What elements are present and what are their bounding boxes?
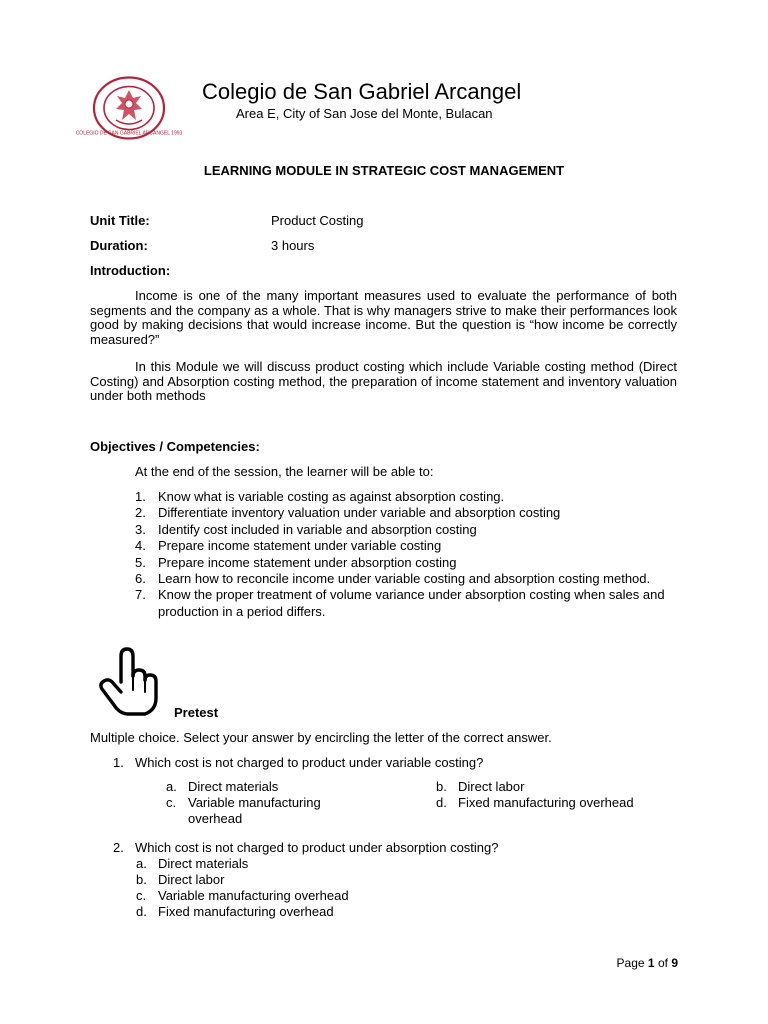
choice-text: Direct materials	[188, 779, 279, 794]
pretest-label: Pretest	[174, 705, 219, 720]
q1-choice-c	[166, 795, 366, 827]
choice-letter: d.	[436, 795, 447, 810]
list-item	[135, 522, 680, 538]
unit-title-label: Unit Title:	[90, 213, 150, 228]
list-number: 2.	[135, 505, 146, 521]
q2-choice-a	[136, 856, 436, 872]
list-item	[135, 571, 680, 587]
choice-letter: a.	[136, 856, 147, 871]
choice-letter: b.	[136, 872, 147, 887]
pretest-instruction: Multiple choice. Select your answer by encircling the letter of the correct answer.	[90, 730, 552, 745]
duration-value: 3 hours	[271, 238, 315, 253]
list-text: Prepare income statement under variable costing	[158, 538, 442, 554]
choice-letter: a.	[166, 779, 177, 794]
list-number: 4.	[135, 538, 146, 554]
choice-letter: c.	[136, 888, 147, 903]
list-item	[135, 538, 680, 554]
list-text: Learn how to reconcile income under variable costing and absorption costing method.	[158, 571, 651, 587]
choice-text: Fixed manufacturing overhead	[158, 904, 334, 919]
list-number: 7.	[135, 587, 146, 603]
school-address: Area E, City of San Jose del Monte, Bulacan	[236, 106, 493, 121]
question-2-text: Which cost is not charged to product under absorption costing?	[135, 840, 499, 855]
question-1-number: 1.	[113, 755, 124, 770]
list-item	[135, 505, 680, 521]
page-word: Page	[616, 956, 645, 970]
objectives-list	[135, 489, 680, 620]
question-1-text: Which cost is not charged to product under variable costing?	[135, 755, 484, 770]
list-item	[135, 555, 680, 571]
choice-text: Direct labor	[158, 872, 225, 887]
module-title: LEARNING MODULE IN STRATEGIC COST MANAGEMENT	[203, 163, 565, 178]
list-text: Know what is variable costing as against absorption costing.	[158, 489, 505, 504]
pointing-hand-icon	[97, 646, 161, 718]
choice-text: Fixed manufacturing overhead	[458, 795, 634, 810]
choice-letter: d.	[136, 904, 147, 919]
school-name: Colegio de San Gabriel Arcangel	[202, 79, 522, 104]
choice-text: Variable manufacturing overhead	[158, 888, 349, 903]
list-number: 1.	[135, 489, 146, 504]
introduction-label: Introduction:	[90, 263, 171, 278]
list-number: 3.	[135, 521, 146, 537]
logo-seal-text: COLEGIO DE SAN GABRIEL ARCANGEL 1993	[75, 130, 183, 137]
page-current: 1	[647, 956, 655, 970]
objectives-lead: At the end of the session, the learner will be able to:	[135, 464, 434, 479]
objectives-label: Objectives / Competencies:	[90, 439, 260, 454]
question-2-number: 2.	[113, 840, 124, 855]
school-seal-icon	[75, 76, 183, 140]
q1-choice-d	[436, 795, 676, 811]
choice-text: Direct labor	[458, 779, 525, 794]
list-text: Differentiate inventory valuation under variable and absorption costing	[158, 505, 561, 521]
choice-text: Variable manufacturing overhead	[188, 795, 321, 826]
list-item	[135, 587, 680, 620]
choice-text: Direct materials	[158, 856, 249, 871]
list-text: Know the proper treatment of volume variance under absorption costing when sales and production in a period differs.	[158, 587, 665, 619]
list-number: 5.	[135, 554, 146, 570]
of-word: of	[657, 956, 668, 970]
list-text: Prepare income statement under absorption costing	[158, 554, 457, 570]
unit-title-value: Product Costing	[271, 213, 364, 228]
q2-choice-b	[136, 872, 436, 888]
list-text: Identify cost included in variable and absorption costing	[158, 521, 477, 537]
page-total: 9	[671, 956, 678, 970]
introduction-paragraph-1: Income is one of the many important measures used to evaluate the performance of both segments and the company as a whole. That is why managers strive to make their performances look good by making decisions that would increase income. But the question is “how income be correctly measured?”	[90, 288, 677, 347]
list-number: 6.	[135, 571, 146, 587]
q2-choice-c	[136, 888, 436, 904]
list-item	[135, 489, 680, 505]
q1-choice-b	[436, 779, 676, 795]
q2-choice-d	[136, 904, 436, 920]
choice-letter: b.	[436, 779, 447, 794]
introduction-paragraph-2: In this Module we will discuss product costing which include Variable costing method (Direct Costing) and Absorption costing method, the preparation of income statement and inventory valuation under both methods	[90, 359, 677, 404]
choice-letter: c.	[166, 795, 177, 810]
duration-label: Duration:	[90, 238, 148, 253]
q1-choice-a	[166, 779, 386, 795]
page-number	[617, 956, 678, 970]
